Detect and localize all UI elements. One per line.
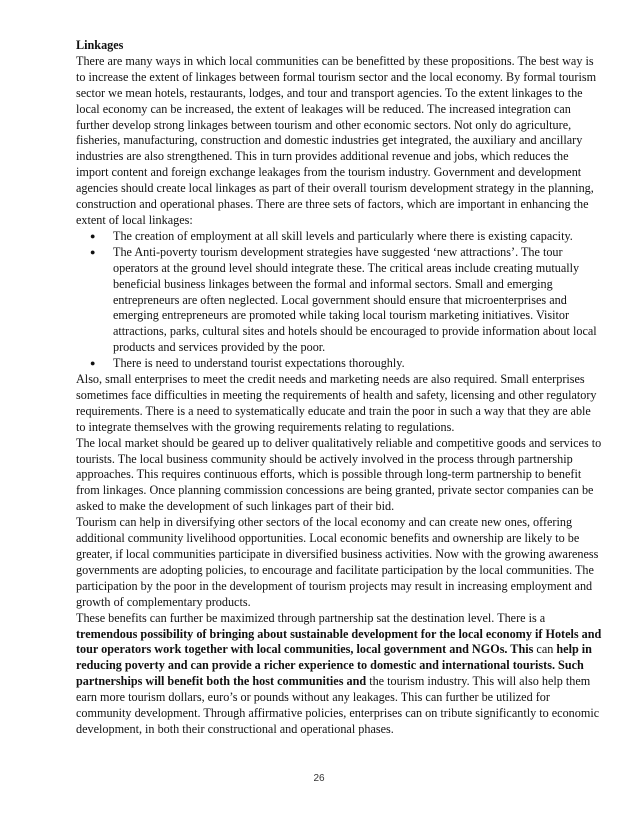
text-run: the tourism industry. This will also help them earn more tourism dollars, euro’s or pounds without any leakages. This can further be utilized for community development. Through affirmative policies, enterprises can on tribute significantly to economic development, in both their constructional and operational phases.: [76, 674, 600, 736]
section-heading: Linkages: [76, 38, 124, 52]
paragraph-partnerships: [76, 611, 602, 738]
page-content: [76, 38, 602, 738]
list-item: ● The Anti-poverty tourism development strategies have suggested ‘new attractions’. The tour operators at the ground level should integrate these. The critical areas include creating mutually beneficial business linkages between the formal and informal sectors. Small and emerging entrepreneurs are often neglected. Local government should ensure that microenterprises and emerging entrepreneurs are promoted while taking local tourism marketing initiatives. Visitor attractions, parks, cultural sites and hotels should be encouraged to provide information about local products and services provided by the poor.: [76, 245, 602, 356]
paragraph-diversification: Tourism can help in diversifying other sectors of the local economy and can create new ones, offering additional community livelihood opportunities. Local economic benefits and ownership are likely to be greater, if local communities participate in diversified business activities. Now with the growing awareness governments are adopting policies, to encourage and facilitate participation by the local communities. The participation by the poor in the development of tourism projects may result in increasing employment and growth of complementary products.: [76, 515, 599, 609]
paragraph-local-market: The local market should be geared up to deliver qualitatively reliable and competitive goods and services to tourists. The local business community should be actively involved in the process through partnership approaches. This requires continuous efforts, which is possible through long-term partnership to benefit from linkages. Once planning commission concessions are being granted, private sector companies can be asked to make the development of such linkages part of their bid.: [76, 435, 602, 514]
paragraph-small-enterprises: Also, small enterprises to meet the credit needs and marketing needs are also required. Small enterprises sometimes face difficulties in meeting the requirements of health and safety, licensing and other regulatory requirements. There is a need to systematically educate and train the poor in such a way that they are able to integrate themselves with the growing requirements relating to regulations.: [76, 372, 597, 434]
factor-list: [76, 229, 602, 372]
page-number: 26: [313, 773, 325, 784]
bold-run: help in reducing poverty and can provide a richer experience to domestic and international tourists. Such partnerships will benefit both the host communities and: [76, 642, 592, 689]
text-run: These benefits can further be maximized through partnership sat the destination level. There is a: [76, 610, 546, 625]
list-item: ● The creation of employment at all skill levels and particularly where there is existing capacity.: [76, 229, 602, 245]
bold-run: tremendous possibility of bringing about sustainable development for the local economy if Hotels and tour operators work together with local communities, local government and NGOs. This: [76, 626, 602, 657]
list-item: ● There is need to understand tourist expectations thoroughly.: [76, 356, 602, 372]
text-run: can: [533, 642, 557, 657]
paragraph-intro: There are many ways in which local communities can be benefitted by these propositions. The best way is to increase the extent of linkages between formal tourism sector and the local economy. By formal tourism sector we mean hotels, restaurants, lodges, and tour and transport agencies. To the extent linkages to the local economy can be increased, the extent of leakages will be reduced. The increased integration can further develop strong linkages between tourism and other economic sectors. Not only do agriculture, fisheries, manufacturing, construction and domestic industries get integrated, the auxiliary and ancillary industries are also strengthened. This in turn provides additional revenue and jobs, which reduces the import content and foreign exchange leakages from the tourism industry. Government and development agencies should create local linkages as part of their overall tourism development strategy in the planning, construction and operational phases. There are three sets of factors, which are important in enhancing the extent of local linkages:: [76, 53, 597, 227]
